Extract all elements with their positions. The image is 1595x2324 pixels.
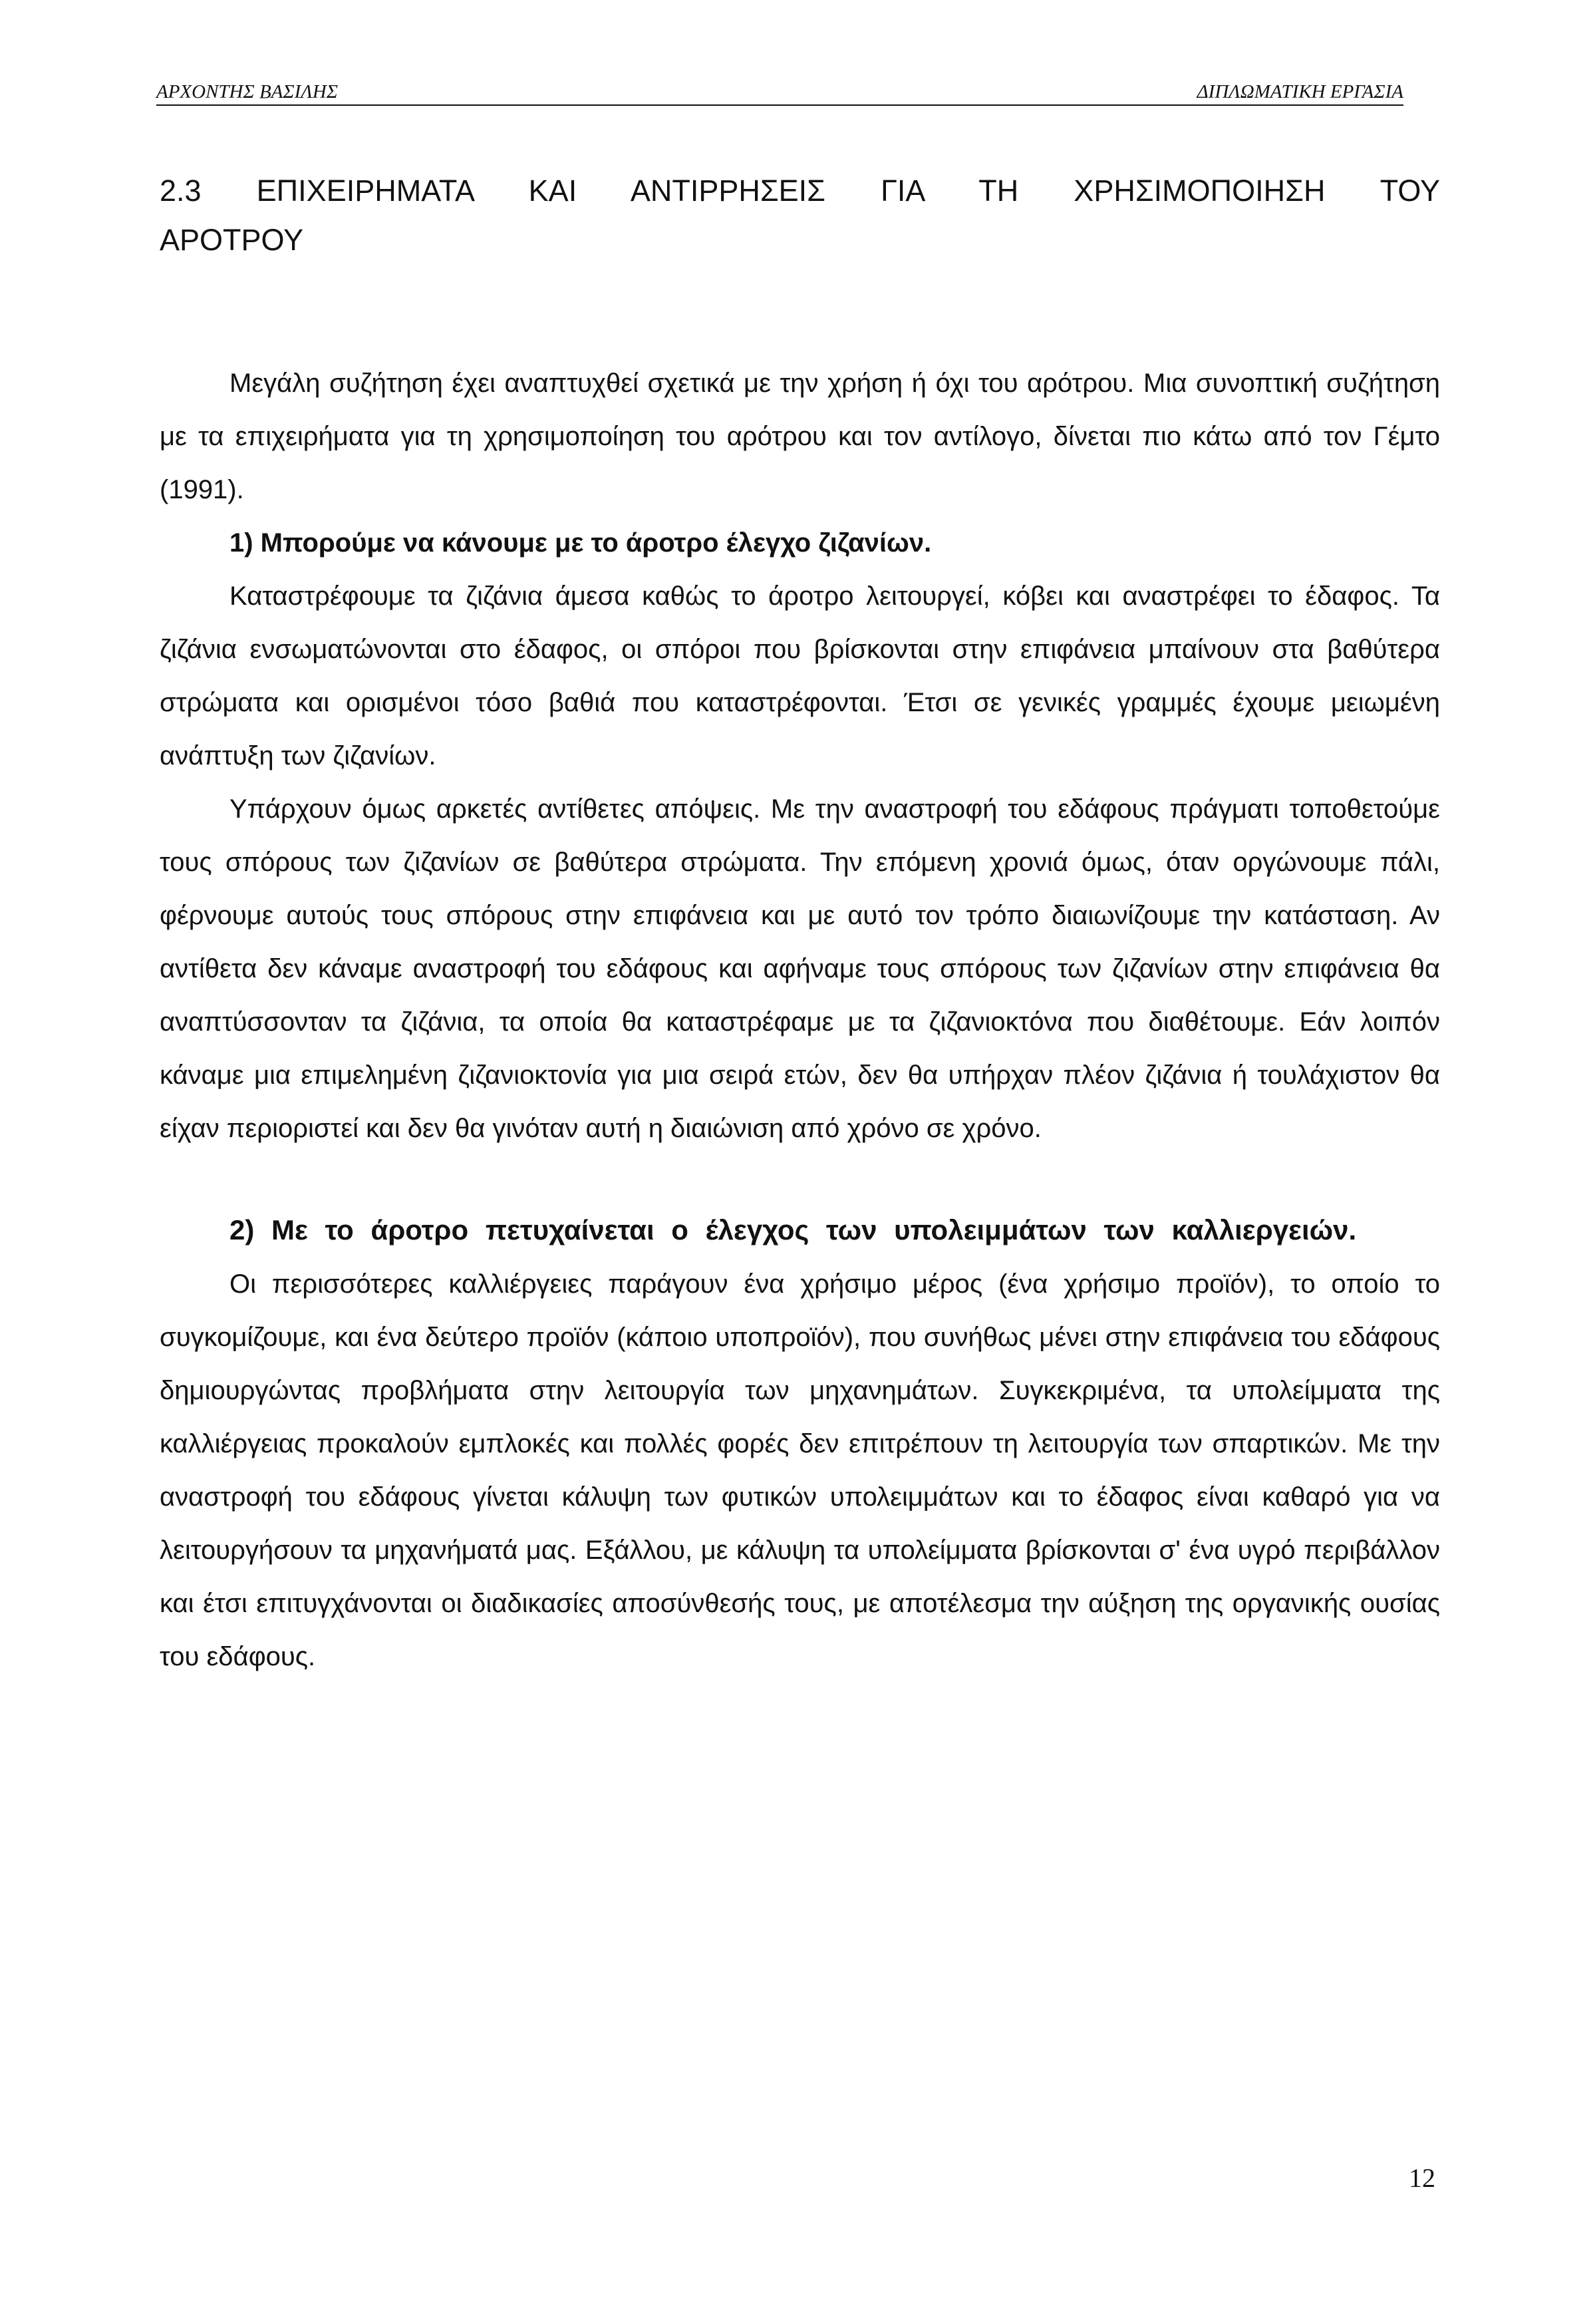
running-header xyxy=(156,72,1403,112)
point-1-paragraph-1: Καταστρέφουμε τα ζιζάνια άμεσα καθώς το άροτρο λειτουργεί, κόβει και αναστρέφει το έδαφος. Τα ζιζάνια ενσωματώνονται στο έδαφος, οι σπόροι που βρίσκονται στην επιφάνεια μπαίνουν στα βαθύτερα στρώματα και ορισμένοι τόσο βαθιά που καταστρέφονται. Έτσι σε γενικές γραμμές έχουμε μειωμένη ανάπτυξη των ζιζανίων. xyxy=(160,581,1440,770)
header-author: ΑΡΧΟΝΤΗΣ ΒΑΣΙΛΗΣ xyxy=(156,81,338,102)
point-2-title: 2) Με το άροτρο πετυχαίνεται ο έλεγχος των υπολειμμάτων των καλλιεργειών. xyxy=(229,1214,1357,1245)
header-document-type: ΔΙΠΛΩΜΑΤΙΚΗ ΕΡΓΑΣΙΑ xyxy=(1197,81,1403,102)
page-body xyxy=(160,166,1440,1683)
point-1-paragraph-2: Υπάρχουν όμως αρκετές αντίθετες απόψεις. Με την αναστροφή του εδάφους πράγματι τοποθετούμε τους σπόρους των ζιζανίων σε βαθύτερα στρώματα. Την επόμενη χρονιά όμως, όταν οργώνουμε πάλι, φέρνουμε αυτούς τους σπόρους στην επιφάνεια και με αυτό τον τρόπο διαιωνίζουμε την κατάσταση. Αν αντίθετα δεν κάναμε αναστροφή του εδάφους και αφήναμε τους σπόρους των ζιζανίων στην επιφάνεια θα αναπτύσσονταν τα ζιζάνια, τα οποία θα καταστρέφαμε με τα ζιζανιοκτόνα που διαθέτουμε. Εάν λοιπόν κάναμε μια επιμελημένη ζιζανιοκτονία για μια σειρά ετών, δεν θα υπήρχαν πλέον ζιζάνια ή τουλάχιστον θα είχαν περιοριστεί και δεν θα γινόταν αυτή η διαιώνιση από χρόνο σε χρόνο. xyxy=(160,794,1440,1143)
point-2-paragraph-1: Οι περισσότερες καλλιέργειες παράγουν ένα χρήσιμο μέρος (ένα χρήσιμο προϊόν), το οποίο το συγκομίζουμε, και ένα δεύτερο προϊόν (κάποιο υποπροϊόν), που συνήθως μένει στην επιφάνεια του εδάφους δημιουργώντας προβλήματα στην λειτουργία των μηχανημάτων. Συγκεκριμένα, τα υπολείμματα της καλλιέργειας προκαλούν εμπλοκές και πολλές φορές δεν επιτρέπουν τη λειτουργία των σπαρτικών. Με την αναστροφή του εδάφους γίνεται κάλυψη των φυτικών υπολειμμάτων και το έδαφος είναι καθαρό για να λειτουργήσουν τα μηχανήματά μας. Εξάλλου, με κάλυψη τα υπολείμματα βρίσκονται σ' ένα υγρό περιβάλλον και έτσι επιτυγχάνονται οι διαδικασίες αποσύνθεσής τους, με αποτέλεσμα την αύξηση της οργανικής ουσίας του εδάφους. xyxy=(160,1269,1440,1671)
section-title-continued: ΑΡΟΤΡΟΥ xyxy=(160,223,304,257)
section-title: 2.3 ΕΠΙΧΕΙΡΗΜΑΤΑ ΚΑΙ ΑΝΤΙΡΡΗΣΕΙΣ ΓΙΑ ΤΗ ΧΡΗΣΙΜΟΠΟΙΗΣΗ ΤΟΥ xyxy=(160,174,1440,208)
header-rule xyxy=(156,104,1403,106)
intro-paragraph: Μεγάλη συζήτηση έχει αναπτυχθεί σχετικά με την χρήση ή όχι του αρότρου. Μια συνοπτική συζήτηση με τα επιχειρήματα για τη χρησιμοποίηση του αρότρου και τον αντίλογο, δίνεται πιο κάτω από τον Γέμτο (1991). xyxy=(160,369,1440,504)
page-number: 12 xyxy=(1409,2163,1435,2193)
point-1-title: 1) Μπορούμε να κάνουμε με το άροτρο έλεγχο ζιζανίων. xyxy=(229,528,932,558)
